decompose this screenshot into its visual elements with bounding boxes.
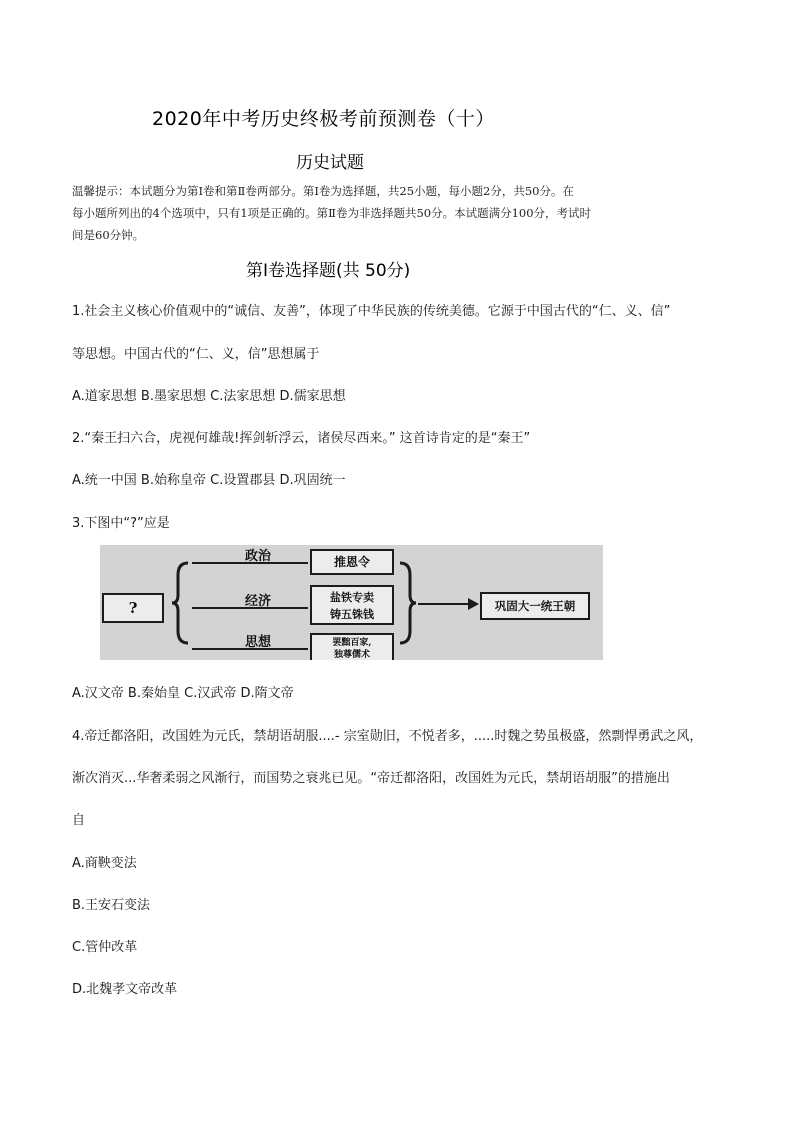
q2-options: A.统一中国 B.始称皇帝 C.设置郡县 D.巩固统一: [72, 473, 346, 488]
q1-stem-line2: 等思想。中国古代的“仁、义，信”思想属于: [72, 347, 320, 362]
q4-stem-line2: 渐次消灭...华奢柔弱之风渐行，而国势之衰兆已见。“帝迁都洛阳，改国姓为元氏，禁胡语胡服”的措施出: [72, 771, 670, 786]
section-title: 第Ⅰ卷选择题(共 50分): [246, 261, 411, 281]
q3-stem: 3.下图中“?”应是: [72, 516, 170, 531]
right-brace-icon: [396, 561, 418, 645]
notice-line: 每小题所列出的4个选项中，只有1项是正确的。第Ⅱ卷为非选择题共50分。本试题满分100分，考试时: [72, 206, 592, 220]
notice-line: 温馨提示：本试题分为第Ⅰ卷和第Ⅱ卷两部分。第Ⅰ卷为选择题，共25小题，每小题2分，共50分。在: [72, 184, 574, 198]
policy-economy-line: 铸五铢钱: [330, 608, 374, 621]
left-brace-icon: [170, 561, 192, 645]
figure-unknown-box: ?: [102, 593, 164, 623]
q4-option-a: A.商鞅变法: [72, 856, 137, 871]
policy-thought-line: 罢黜百家,: [332, 638, 372, 648]
label-thought: 思想: [245, 635, 272, 650]
q3-options: A.汉文帝 B.秦始皇 C.汉武帝 D.隋文帝: [72, 686, 294, 701]
policy-thought-line: 独尊儒术: [333, 650, 370, 660]
q4-option-c: C.管仲改革: [72, 940, 138, 955]
policy-economy-line: 盐铁专卖: [330, 591, 374, 604]
policy-economy-box: [310, 585, 394, 625]
q2-stem: 2.“秦王扫六合，虎视何雄哉!挥剑斩浮云，诸侯尽西来。” 这首诗肯定的是“秦王”: [72, 431, 531, 446]
notice-line: 间是60分钟。: [72, 228, 145, 242]
arrow-right-icon: [418, 597, 480, 611]
exam-subtitle: 历史试题: [296, 153, 364, 173]
exam-title: 2020年中考历史终极考前预测卷（十）: [152, 108, 495, 130]
q4-option-d: D.北魏孝文帝改革: [72, 982, 178, 997]
result-box: 巩固大一统王朝: [480, 592, 590, 620]
label-economy: 经济: [245, 594, 272, 609]
label-politics: 政治: [245, 549, 272, 564]
q4-stem-line3: 自: [72, 813, 86, 828]
q4-stem-line1: 4.帝迁都洛阳，改国姓为元氏，禁胡语胡服....- 宗室勋旧，不悦者多，.....时魏之势虽极盛，然剽悍勇武之风，: [72, 729, 703, 744]
policy-thought-box: [310, 633, 394, 660]
q1-stem-line1: 1.社会主义核心价值观中的“诚信、友善”，体现了中华民族的传统美德。它源于中国古代的“仁、义、信”: [72, 304, 671, 319]
q1-options: A.道家思想 B.墨家思想 C.法家思想 D.儒家思想: [72, 389, 346, 404]
exam-notice: [72, 180, 732, 246]
q3-figure: [100, 545, 603, 660]
policy-politics-box: 推恩令: [310, 549, 394, 575]
q4-option-b: B.王安石变法: [72, 898, 151, 913]
